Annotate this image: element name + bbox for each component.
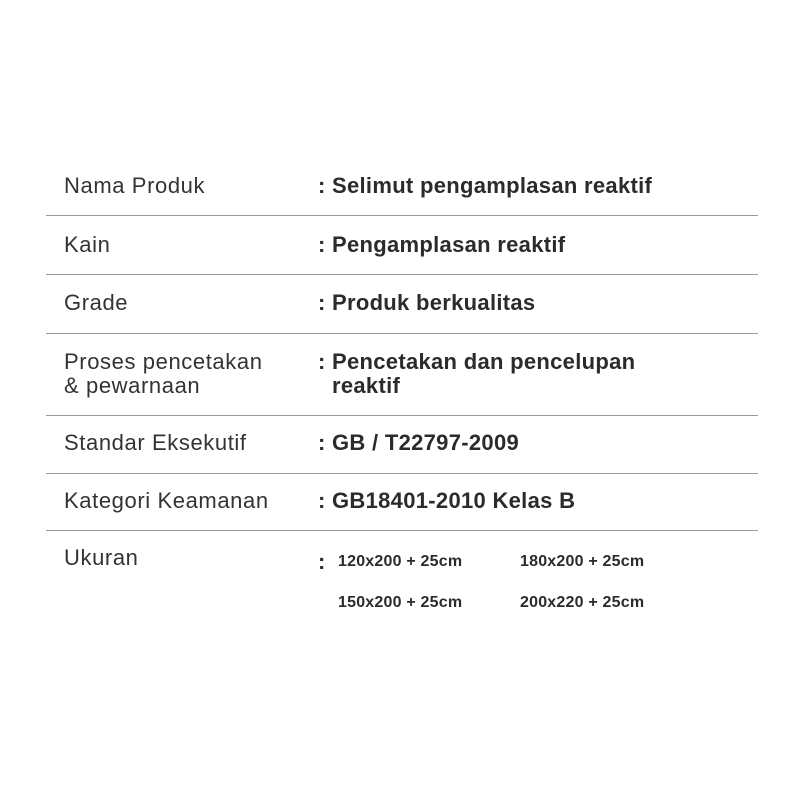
spec-row-executive-standard	[46, 416, 758, 474]
spec-label	[46, 350, 318, 398]
spec-value: Produk berkualitas	[332, 290, 536, 315]
spec-row-product-name	[46, 158, 758, 216]
spec-colon: :	[318, 430, 326, 455]
spec-value: GB18401-2010 Kelas B	[332, 488, 576, 513]
spec-colon: :	[318, 488, 326, 513]
size-option: 120x200 + 25cm	[338, 553, 463, 570]
spec-row-fabric	[46, 216, 758, 275]
spec-colon: :	[318, 290, 326, 315]
size-option: 180x200 + 25cm	[520, 553, 645, 570]
spec-colon: :	[318, 173, 326, 198]
spec-value: GB / T22797-2009	[332, 430, 520, 455]
spec-row-safety-category	[46, 474, 758, 531]
spec-label: Grade	[64, 290, 129, 315]
spec-value	[332, 350, 758, 398]
spec-row-printing-process	[46, 334, 758, 416]
size-option: 150x200 + 25cm	[338, 594, 463, 611]
spec-colon: :	[318, 349, 326, 374]
spec-label: Standar Eksekutif	[64, 430, 247, 455]
spec-label: Nama Produk	[64, 173, 206, 198]
spec-label: Ukuran	[64, 545, 139, 570]
size-list	[332, 546, 702, 615]
spec-label: Kain	[64, 232, 111, 257]
spec-colon: :	[318, 232, 326, 257]
spec-label-line: & pewarnaan	[64, 373, 201, 398]
spec-value-line: reaktif	[332, 373, 401, 398]
spec-label-line: Proses pencetakan	[64, 349, 263, 374]
spec-colon: :	[318, 549, 326, 574]
spec-label: Kategori Keamanan	[64, 488, 269, 513]
product-spec-table	[46, 158, 758, 631]
spec-row-size	[46, 531, 758, 631]
spec-value-line: Pencetakan dan pencelupan	[332, 349, 636, 374]
spec-row-grade	[46, 275, 758, 334]
spec-value: Pengamplasan reaktif	[332, 232, 566, 257]
spec-value: Selimut pengamplasan reaktif	[332, 173, 653, 198]
size-option: 200x220 + 25cm	[520, 594, 645, 611]
